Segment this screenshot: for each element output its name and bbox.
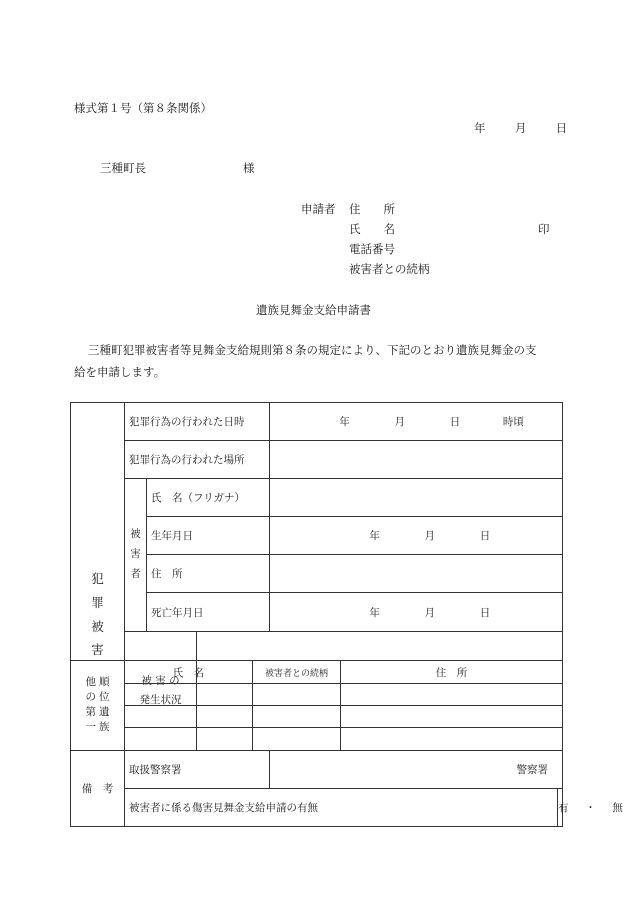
body-line-1: 三種町犯罪被害者等見舞金支給規則第８条の規定により、下記のとおり遺族見舞金の支 xyxy=(88,343,537,357)
remarks-field[interactable] xyxy=(125,750,563,827)
family-relation-header: 被害者との続柄 xyxy=(253,661,341,684)
crime-char-2: 罪 xyxy=(91,594,104,610)
seal-mark: 印 xyxy=(538,222,550,236)
body-line-2: 給を申請します。 xyxy=(74,365,166,379)
of-c1-1: 他 xyxy=(85,675,96,688)
crime-char-4: 害 xyxy=(91,642,104,658)
crime-date-time: 時頃 xyxy=(502,416,524,429)
applicant-label: 申請者 xyxy=(301,202,336,216)
injury-application-label: 被害者に係る傷害見舞金支給申請の有無 xyxy=(125,788,558,826)
crime-date-month: 月 xyxy=(394,416,406,429)
victim-char-2: 害 xyxy=(130,547,141,560)
remarks-label: 備 考 xyxy=(71,750,125,827)
header-date-month: 月 xyxy=(514,121,527,135)
crime-place-label: 犯罪行為の行われた場所 xyxy=(125,441,270,479)
other-family-label xyxy=(71,661,125,751)
family-row-3-address[interactable] xyxy=(341,728,563,750)
victim-char-3: 者 xyxy=(130,567,141,580)
applicant-name-label: 氏 名 xyxy=(349,222,395,236)
victim-section-label xyxy=(125,479,147,631)
family-row-1-name[interactable] xyxy=(125,684,253,706)
family-row-1-address[interactable] xyxy=(341,684,563,706)
header-date-day: 日 xyxy=(555,121,568,135)
victim-name-field[interactable] xyxy=(270,479,563,517)
birth-day: 日 xyxy=(479,530,491,543)
injury-dot: ・ xyxy=(585,801,596,814)
injury-no: 無 xyxy=(612,801,623,814)
family-row-1-relation[interactable] xyxy=(253,684,341,706)
victim-address-label: 住 所 xyxy=(147,555,270,593)
of-c1-4: 一 xyxy=(85,721,96,734)
damage-label-line1: 被 害 の xyxy=(141,674,180,687)
crime-date-label: 犯罪行為の行われた日時 xyxy=(125,403,270,441)
victim-death-label: 死亡年月日 xyxy=(147,593,270,631)
victim-char-1: 被 xyxy=(130,527,141,540)
family-row-3-name[interactable] xyxy=(125,728,253,750)
police-suffix: 警察署 xyxy=(516,763,549,776)
of-c2-3: 遺 xyxy=(99,706,110,719)
death-year: 年 xyxy=(369,606,380,619)
injury-yes: 有 xyxy=(558,801,569,814)
crime-char-1: 犯 xyxy=(91,571,104,586)
victim-birth-field[interactable] xyxy=(270,517,563,555)
victim-birth-label: 生年月日 xyxy=(147,517,270,555)
recipient: 三種町長 xyxy=(100,161,146,175)
family-row-2-relation[interactable] xyxy=(253,706,341,728)
crime-place-field[interactable] xyxy=(270,441,563,479)
document-title: 遺族見舞金支給申請書 xyxy=(256,303,371,317)
recipient-suffix: 様 xyxy=(243,161,255,175)
applicant-phone-label: 電話番号 xyxy=(349,242,395,256)
police-label: 取扱警察署 xyxy=(125,750,270,788)
birth-year: 年 xyxy=(369,530,380,543)
of-c2-1: 順 xyxy=(99,675,110,688)
of-c1-3: 第 xyxy=(85,706,96,719)
damage-label-line2: 発生状況 xyxy=(139,693,182,706)
victim-address-field[interactable] xyxy=(270,555,563,593)
crime-date-year: 年 xyxy=(339,416,350,429)
of-c2-4: 族 xyxy=(99,721,110,734)
family-address-header: 住 所 xyxy=(341,661,563,684)
family-row-2-address[interactable] xyxy=(341,706,563,728)
birth-month: 月 xyxy=(424,530,436,543)
death-month: 月 xyxy=(424,606,436,619)
crime-date-day: 日 xyxy=(449,416,461,429)
family-remarks-table xyxy=(70,660,563,827)
header-date-year: 年 xyxy=(474,121,486,135)
header-date xyxy=(474,123,567,135)
family-row-2-name[interactable] xyxy=(125,706,253,728)
victim-death-field[interactable] xyxy=(270,593,563,631)
family-name-header: 氏 名 xyxy=(125,661,253,684)
victim-name-label: 氏 名（フリガナ） xyxy=(147,479,270,517)
of-c2-2: 位 xyxy=(99,691,110,704)
family-row-3-relation[interactable] xyxy=(253,728,341,750)
crime-char-3: 被 xyxy=(91,618,104,634)
form-number: 様式第１号（第８条関係） xyxy=(74,101,212,115)
applicant-relation-label: 被害者との続柄 xyxy=(349,262,430,276)
death-day: 日 xyxy=(479,606,491,619)
applicant-address-label: 住 所 xyxy=(349,202,395,216)
crime-date-field[interactable] xyxy=(270,403,563,441)
of-c1-2: の xyxy=(85,691,96,704)
